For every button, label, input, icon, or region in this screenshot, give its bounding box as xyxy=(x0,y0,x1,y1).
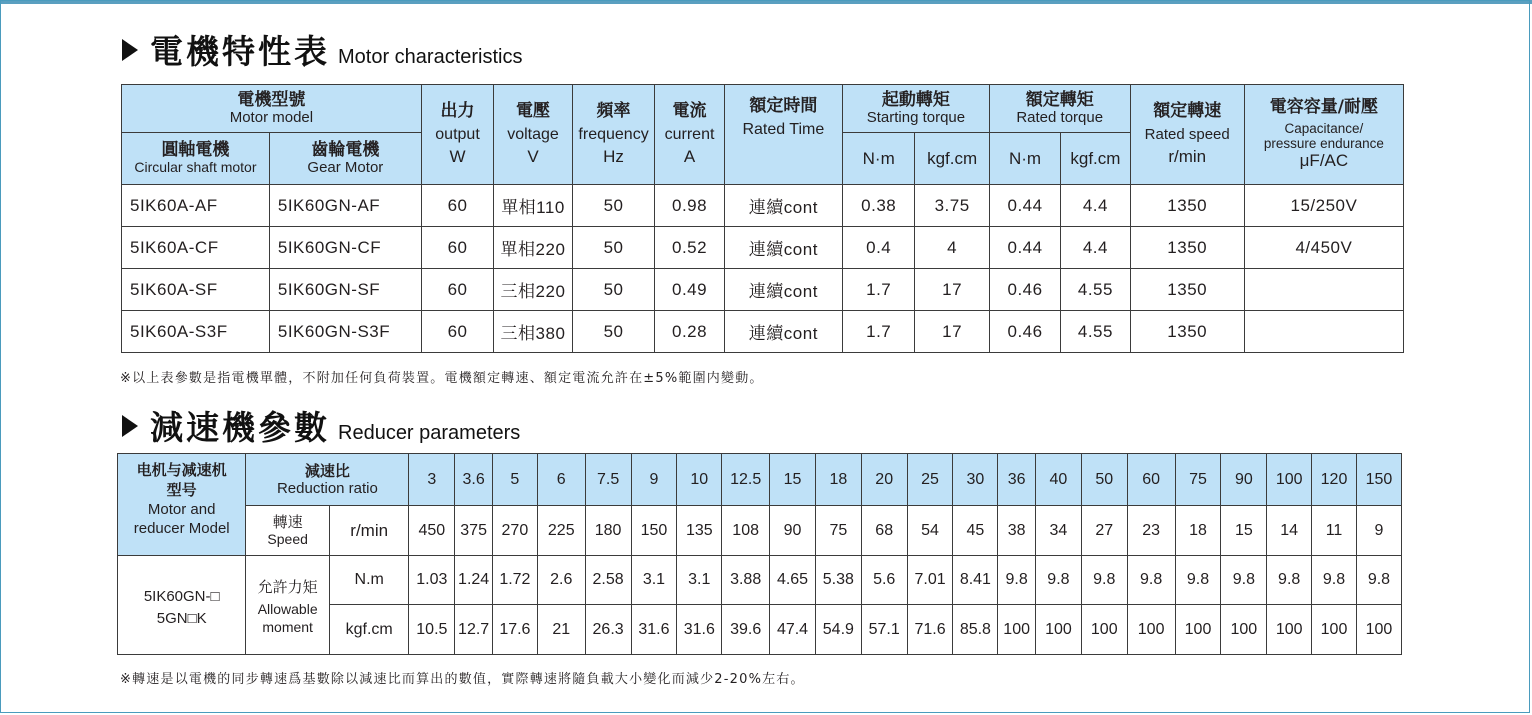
moment-nm-cell: 9.8 xyxy=(1036,556,1082,605)
cell-voltage: 單相110 xyxy=(494,185,573,227)
triangle-bullet-icon xyxy=(122,415,138,437)
moment-kgf-cell: 100 xyxy=(998,605,1036,655)
cell-capacitor xyxy=(1244,269,1403,311)
moment-kgf-cell: 17.6 xyxy=(492,605,537,655)
moment-kgf-cell: 100 xyxy=(1356,605,1401,655)
moment-kgf-cell: 100 xyxy=(1221,605,1267,655)
moment-kgf-cell: 100 xyxy=(1081,605,1127,655)
ratio-cell: 3 xyxy=(409,454,455,506)
cell-circular: 5IK60A-S3F xyxy=(122,311,270,353)
motor-note: ※以上表參數是指電機單體，不附加任何負荷裝置。電機額定轉速、額定電流允許在±5%範圍内變動。 xyxy=(120,371,764,386)
moment-nm-cell: 2.58 xyxy=(585,556,631,605)
ratio-cell: 90 xyxy=(1221,454,1267,506)
motor-table-body xyxy=(122,185,1404,353)
cell-rated-time: 連續cont xyxy=(724,269,842,311)
cell-capacitor: 4/450V xyxy=(1244,227,1403,269)
motor-table xyxy=(121,84,1404,353)
speed-cell: 90 xyxy=(770,506,816,556)
moment-kgf-cell: 47.4 xyxy=(770,605,816,655)
cell-start-nm: 1.7 xyxy=(843,269,915,311)
moment-kgf-cell: 100 xyxy=(1312,605,1357,655)
motor-table-row xyxy=(122,185,1404,227)
cell-circular: 5IK60A-SF xyxy=(122,269,270,311)
cell-rated-nm: 0.44 xyxy=(989,227,1060,269)
header-circular-shaft: 圓軸電機 Circular shaft motor xyxy=(122,133,270,185)
ratio-cell: 3.6 xyxy=(455,454,493,506)
moment-kgf-cell: 39.6 xyxy=(722,605,770,655)
header-motor-model xyxy=(122,85,422,133)
moment-nm-cell: 7.01 xyxy=(907,556,953,605)
moment-nm-cell: 5.6 xyxy=(861,556,907,605)
speed-unit: r/min xyxy=(329,506,408,556)
moment-nm-cell: 9.8 xyxy=(1175,556,1221,605)
cell-rated-nm: 0.44 xyxy=(989,185,1060,227)
moment-nm-cell: 1.03 xyxy=(409,556,455,605)
cell-circular: 5IK60A-CF xyxy=(122,227,270,269)
cell-start-nm: 0.38 xyxy=(843,185,915,227)
speed-cell: 150 xyxy=(631,506,677,556)
speed-cell: 45 xyxy=(953,506,998,556)
header-rated-time: 額定時間 Rated Time xyxy=(724,85,842,185)
ratio-cell: 150 xyxy=(1356,454,1401,506)
speed-cell: 38 xyxy=(998,506,1036,556)
reducer-note: ※轉速是以電機的同步轉速爲基數除以減速比而算出的數值，實際轉速將隨負載大小變化而減少2-20%左右。 xyxy=(120,672,805,687)
speed-cell: 11 xyxy=(1312,506,1357,556)
ratio-cell: 6 xyxy=(537,454,585,506)
motor-section-title xyxy=(122,26,523,73)
cell-current: 0.98 xyxy=(655,185,724,227)
cell-start-nm: 0.4 xyxy=(843,227,915,269)
motor-table-row xyxy=(122,269,1404,311)
moment-nm-cell: 9.8 xyxy=(998,556,1036,605)
cell-rated-time: 連續cont xyxy=(724,311,842,353)
moment-kgf-cell: 100 xyxy=(1267,605,1312,655)
moment-kgf-cell: 100 xyxy=(1127,605,1175,655)
speed-cell: 23 xyxy=(1127,506,1175,556)
cell-start-kgf: 17 xyxy=(915,311,989,353)
header-starting-torque: 起動轉矩 Starting torque xyxy=(843,85,990,133)
moment-kgf-cell: 100 xyxy=(1175,605,1221,655)
cell-output: 60 xyxy=(421,227,493,269)
cell-voltage: 三相380 xyxy=(494,311,573,353)
reducer-table xyxy=(117,453,1402,655)
moment-nm-cell: 9.8 xyxy=(1267,556,1312,605)
header-rated-nm: N·m xyxy=(989,133,1060,185)
cell-frequency: 50 xyxy=(572,269,655,311)
triangle-bullet-icon xyxy=(122,39,138,61)
header-motor-reducer-model: 电机与减速机型号 Motor and reducer Model xyxy=(118,454,246,556)
cell-current: 0.52 xyxy=(655,227,724,269)
speed-cell: 450 xyxy=(409,506,455,556)
cell-current: 0.28 xyxy=(655,311,724,353)
ratio-cell: 5 xyxy=(492,454,537,506)
speed-cell: 108 xyxy=(722,506,770,556)
model-cn: 電機型號 xyxy=(237,90,306,110)
moment-kgf-cell: 31.6 xyxy=(631,605,677,655)
ratio-cell: 75 xyxy=(1175,454,1221,506)
cell-start-kgf: 4 xyxy=(915,227,989,269)
moment-kgf-cell: 12.7 xyxy=(455,605,493,655)
cell-output: 60 xyxy=(421,185,493,227)
moment-nm-cell: 8.41 xyxy=(953,556,998,605)
speed-cell: 9 xyxy=(1356,506,1401,556)
cell-rated-kgf: 4.4 xyxy=(1061,185,1130,227)
ratio-cell: 12.5 xyxy=(722,454,770,506)
ratio-cell: 50 xyxy=(1081,454,1127,506)
moment-nm-cell: 9.8 xyxy=(1127,556,1175,605)
header-rated-kgf: kgf.cm xyxy=(1061,133,1130,185)
speed-cell: 14 xyxy=(1267,506,1312,556)
cell-circular: 5IK60A-AF xyxy=(122,185,270,227)
moment-nm-cell: 5.38 xyxy=(815,556,861,605)
header-current: 電流 current A xyxy=(655,85,724,185)
model-en: Motor model xyxy=(229,109,314,126)
header-start-kgf: kgf.cm xyxy=(915,133,989,185)
speed-cell: 180 xyxy=(585,506,631,556)
ratio-cell: 9 xyxy=(631,454,677,506)
cell-gear: 5IK60GN-CF xyxy=(269,227,421,269)
cell-start-nm: 1.7 xyxy=(843,311,915,353)
cell-speed: 1350 xyxy=(1130,269,1244,311)
header-rated-speed: 額定轉速 Rated speed r/min xyxy=(1130,85,1244,185)
motor-table-row xyxy=(122,311,1404,353)
moment-nm-cell: 4.65 xyxy=(770,556,816,605)
cell-gear: 5IK60GN-S3F xyxy=(269,311,421,353)
cell-start-kgf: 3.75 xyxy=(915,185,989,227)
cell-voltage: 單相220 xyxy=(494,227,573,269)
cell-voltage: 三相220 xyxy=(494,269,573,311)
allowable-moment-label: 允許力矩 Allowable moment xyxy=(246,556,330,655)
ratio-cell: 30 xyxy=(953,454,998,506)
ratio-cell: 36 xyxy=(998,454,1036,506)
reducer-model-cell: 5IK60GN-□ 5GN□K xyxy=(118,556,246,655)
speed-cell: 135 xyxy=(677,506,722,556)
cell-gear: 5IK60GN-SF xyxy=(269,269,421,311)
moment-kgf-cell: 71.6 xyxy=(907,605,953,655)
motor-title-en: Motor characteristics xyxy=(338,46,523,68)
moment-nm-cell: 9.8 xyxy=(1221,556,1267,605)
moment-nm-cell: 1.24 xyxy=(455,556,493,605)
moment-nm-cell: 3.88 xyxy=(722,556,770,605)
cell-speed: 1350 xyxy=(1130,227,1244,269)
cell-speed: 1350 xyxy=(1130,311,1244,353)
moment-nm-cell: 9.8 xyxy=(1081,556,1127,605)
cell-frequency: 50 xyxy=(572,311,655,353)
cell-current: 0.49 xyxy=(655,269,724,311)
ratio-cell: 18 xyxy=(815,454,861,506)
header-output: 出力 output W xyxy=(421,85,493,185)
moment-kgf-cell: 85.8 xyxy=(953,605,998,655)
header-reduction-ratio: 減速比 Reduction ratio xyxy=(246,454,409,506)
speed-cell: 18 xyxy=(1175,506,1221,556)
header-capacitance: 電容容量/耐壓 Capacitance/ pressure endurance μF/AC xyxy=(1244,85,1403,185)
speed-cell: 34 xyxy=(1036,506,1082,556)
moment-nm-cell: 3.1 xyxy=(631,556,677,605)
cell-frequency: 50 xyxy=(572,227,655,269)
ratio-cell: 20 xyxy=(861,454,907,506)
ratio-cell: 40 xyxy=(1036,454,1082,506)
ratio-cell: 100 xyxy=(1267,454,1312,506)
moment-kgf-cell: 57.1 xyxy=(861,605,907,655)
cell-start-kgf: 17 xyxy=(915,269,989,311)
reducer-title-en: Reducer parameters xyxy=(338,422,521,444)
speed-cell: 15 xyxy=(1221,506,1267,556)
ratio-cell: 7.5 xyxy=(585,454,631,506)
moment-kgf-unit: kgf.cm xyxy=(329,605,408,655)
moment-nm-cell: 9.8 xyxy=(1356,556,1401,605)
cell-output: 60 xyxy=(421,269,493,311)
header-gear-motor: 齒輪電機 Gear Motor xyxy=(269,133,421,185)
reducer-title-cn: 減速機參數 xyxy=(150,408,330,447)
cell-rated-nm: 0.46 xyxy=(989,269,1060,311)
moment-kgf-cell: 21 xyxy=(537,605,585,655)
moment-kgf-cell: 54.9 xyxy=(815,605,861,655)
ratio-cell: 10 xyxy=(677,454,722,506)
header-frequency: 頻率 frequency Hz xyxy=(572,85,655,185)
cell-rated-time: 連續cont xyxy=(724,185,842,227)
speed-cell: 27 xyxy=(1081,506,1127,556)
moment-nm-cell: 9.8 xyxy=(1312,556,1357,605)
moment-kgf-cell: 100 xyxy=(1036,605,1082,655)
moment-nm-unit: N.m xyxy=(329,556,408,605)
cell-rated-kgf: 4.55 xyxy=(1061,269,1130,311)
moment-nm-cell: 2.6 xyxy=(537,556,585,605)
motor-table-row xyxy=(122,227,1404,269)
speed-cell: 270 xyxy=(492,506,537,556)
cell-capacitor: 15/250V xyxy=(1244,185,1403,227)
moment-nm-cell: 3.1 xyxy=(677,556,722,605)
ratio-cell: 15 xyxy=(770,454,816,506)
cell-gear: 5IK60GN-AF xyxy=(269,185,421,227)
motor-title-cn: 電機特性表 xyxy=(150,32,330,71)
cell-output: 60 xyxy=(421,311,493,353)
speed-cell: 75 xyxy=(815,506,861,556)
cell-speed: 1350 xyxy=(1130,185,1244,227)
moment-kgf-cell: 10.5 xyxy=(409,605,455,655)
speed-cell: 225 xyxy=(537,506,585,556)
ratio-cell: 120 xyxy=(1312,454,1357,506)
speed-cell: 375 xyxy=(455,506,493,556)
ratio-cell: 25 xyxy=(907,454,953,506)
cell-rated-nm: 0.46 xyxy=(989,311,1060,353)
speed-cell: 54 xyxy=(907,506,953,556)
header-start-nm: N·m xyxy=(843,133,915,185)
ratio-cell: 60 xyxy=(1127,454,1175,506)
speed-cell: 68 xyxy=(861,506,907,556)
cell-frequency: 50 xyxy=(572,185,655,227)
cell-rated-kgf: 4.4 xyxy=(1061,227,1130,269)
cell-rated-kgf: 4.55 xyxy=(1061,311,1130,353)
header-rated-torque: 額定轉矩 Rated torque xyxy=(989,85,1130,133)
moment-nm-cell: 1.72 xyxy=(492,556,537,605)
cell-rated-time: 連續cont xyxy=(724,227,842,269)
header-voltage: 電壓 voltage V xyxy=(494,85,573,185)
reducer-section-title xyxy=(122,402,520,449)
speed-label: 轉速 Speed xyxy=(246,506,330,556)
moment-kgf-cell: 31.6 xyxy=(677,605,722,655)
moment-kgf-cell: 26.3 xyxy=(585,605,631,655)
cell-capacitor xyxy=(1244,311,1403,353)
